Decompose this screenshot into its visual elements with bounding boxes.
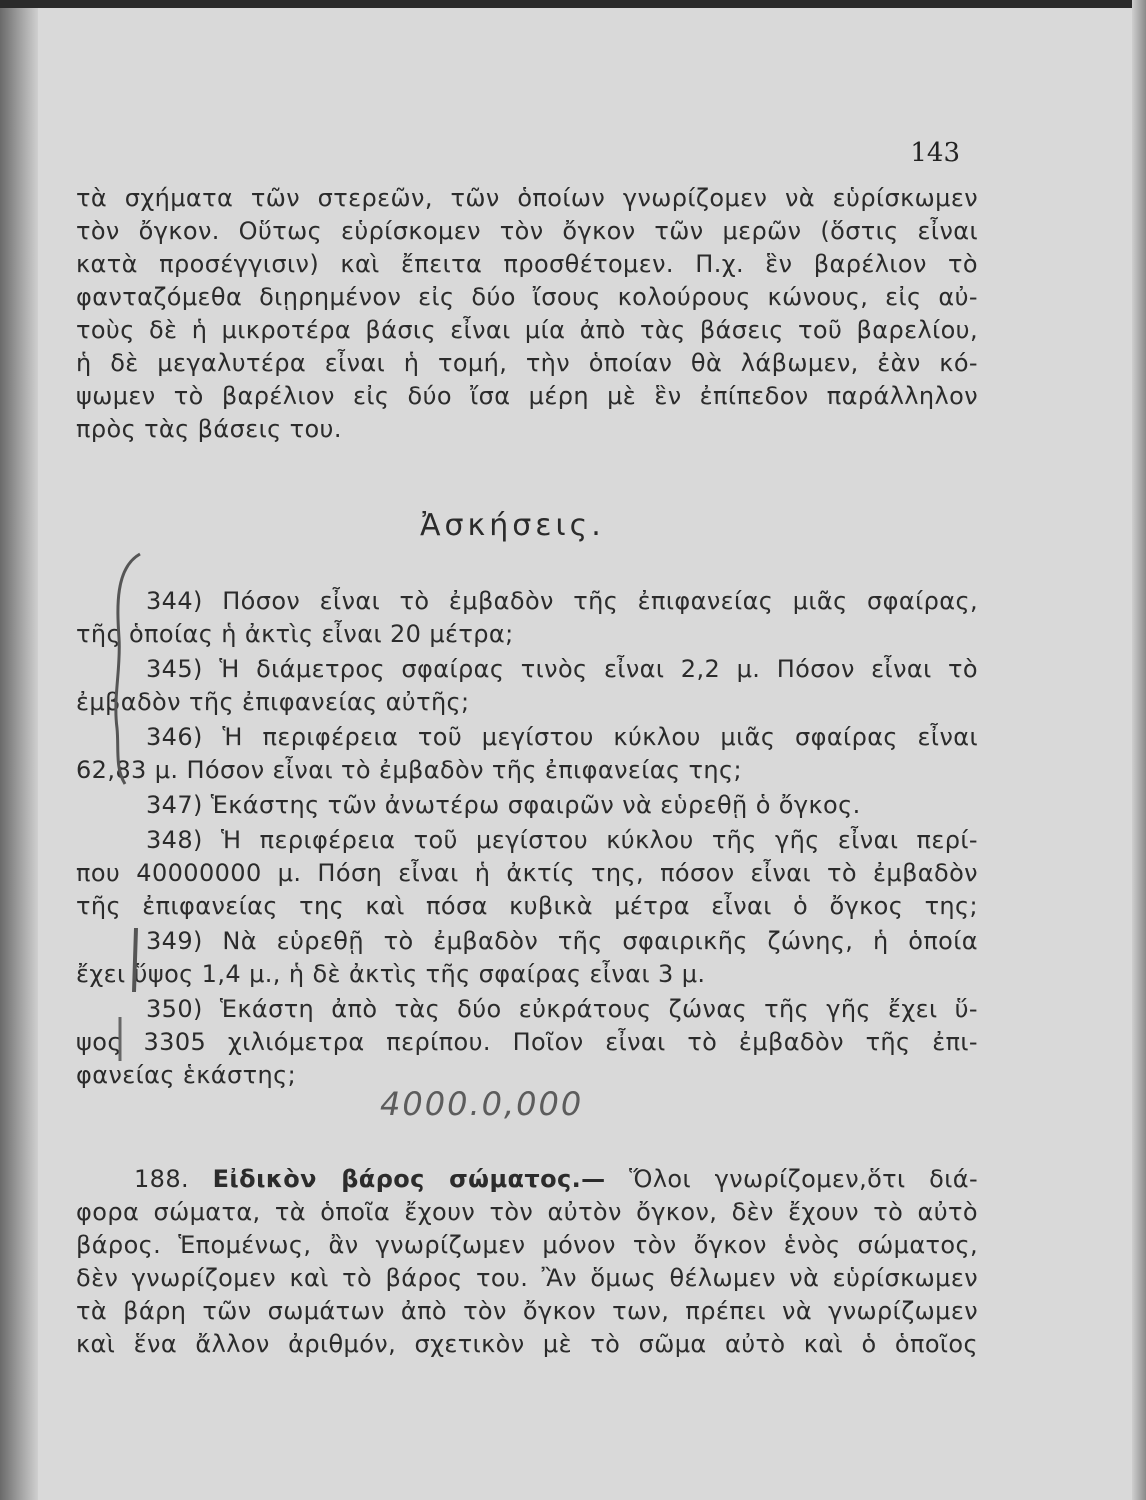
exercise-347 (76, 789, 978, 822)
book-spine (0, 0, 38, 1500)
exercise-345 (76, 653, 978, 719)
exercise-line: 346) Ἡ περιφέρεια τοῦ μεγίστου κύκλου μιᾶς σφαίρας εἶναι (146, 723, 978, 751)
section-number: 188. (134, 1165, 190, 1193)
handwritten-number: 4000.0,000 (380, 1085, 584, 1123)
section-title: Εἰδικὸν βάρος σώματος.— (212, 1165, 606, 1193)
text-line: ψωμεν τὸ βαρέλιον εἰς δύο ἴσα μέρη μὲ ἓν ἐπίπεδον παράλληλον (76, 382, 978, 410)
text-line: κατὰ προσέγγισιν) καὶ ἔπειτα προσθέτομεν. Π.χ. ἓν βαρέλιον τὸ (76, 250, 978, 278)
exercise-line: 349) Νὰ εὑρεθῇ τὸ ἐμβαδὸν τῆς σφαιρικῆς ζώνης, ἡ ὁποία (146, 927, 978, 955)
exercise-line: ἔχει ὕψος 1,4 μ., ἡ δὲ ἀκτὶς τῆς σφαίρας εἶναι 3 μ. (76, 960, 706, 988)
pencil-mark-icon (114, 1015, 126, 1065)
text-line: δὲν γνωρίζομεν καὶ τὸ βάρος του. Ἂν ὅμως θέλωμεν νὰ εὑρίσκωμεν (76, 1264, 978, 1292)
exercises-list (76, 585, 978, 1094)
text-line: πρὸς τὰς βάσεις του. (76, 415, 342, 443)
text-line: τὸν ὄγκον. Οὕτως εὑρίσκομεν τὸν ὄγκον τῶν μερῶν (ὅστις εἶναι (76, 217, 978, 245)
text-line: τοὺς δὲ ἡ μικροτέρα βάσις εἶναι μία ἀπὸ τὰς βάσεις τοῦ βαρελίου, (76, 316, 978, 344)
section-188 (76, 1163, 978, 1361)
exercise-line: φανείας ἑκάστης; (76, 1061, 297, 1089)
exercise-line: 347) Ἑκάστης τῶν ἀνωτέρω σφαιρῶν νὰ εὑρεθῇ ὁ ὄγκος. (146, 791, 861, 819)
exercise-346 (76, 721, 978, 787)
exercise-line: τῆς ὁποίας ἡ ἀκτὶς εἶναι 20 μέτρα; (76, 620, 514, 648)
exercise-line: 348) Ἡ περιφέρεια τοῦ μεγίστου κύκλου τῆς γῆς εἶναι περί- (146, 826, 978, 854)
text-line: βάρος. Ἑπομένως, ἂν γνωρίζωμεν μόνον τὸν ὄγκον ἑνὸς σώματος, (76, 1231, 978, 1259)
exercise-line: 350) Ἑκάστη ἀπὸ τὰς δύο εὐκράτους ζώνας τῆς γῆς ἔχει ὕ- (146, 995, 978, 1023)
text-line: ἡ δὲ μεγαλυτέρα εἶναι ἡ τομή, τὴν ὁποίαν θὰ λάβωμεν, ἐὰν κό- (76, 349, 978, 377)
exercise-line: ἐμβαδὸν τῆς ἐπιφανείας αὐτῆς; (76, 688, 470, 716)
exercise-350 (76, 993, 978, 1092)
exercise-line: τῆς ἐπιφανείας της καὶ πόσα κυβικὰ μέτρα εἶναι ὁ ὄγκος της; (76, 892, 978, 920)
text-line: τὰ βάρη τῶν σωμάτων ἀπὸ τὸν ὄγκον των, πρέπει νὰ γνωρίζωμεν (76, 1297, 978, 1325)
exercise-line: 345) Ἡ διάμετρος σφαίρας τινὸς εἶναι 2,2 μ. Πόσον εἶναι τὸ (146, 655, 978, 683)
pencil-mark-icon (128, 926, 142, 996)
exercises-heading: Ἀσκήσεις. (420, 508, 605, 543)
exercise-348 (76, 824, 978, 923)
text-line: τὰ σχήματα τῶν στερεῶν, τῶν ὁποίων γνωρίζομεν νὰ εὑρίσκωμεν (76, 184, 978, 212)
page-number: 143 (910, 138, 960, 168)
text-line: φορα σώματα, τὰ ὁποῖα ἔχουν τὸν αὐτὸν ὄγκον, δὲν ἔχουν τὸ αὐτὸ (76, 1198, 978, 1226)
text-line: καὶ ἕνα ἄλλον ἀριθμόν, σχετικὸν μὲ τὸ σῶμα αὐτὸ καὶ ὁ ὁποῖος (76, 1330, 978, 1358)
text-line: φανταζόμεθα διῃρημένον εἰς δύο ἴσους κολούρους κώνους, εἰς αὐ- (76, 283, 978, 311)
exercise-line: που 40000000 μ. Πόση εἶναι ἡ ἀκτίς της, πόσον εἶναι τὸ ἐμβαδὸν (76, 859, 978, 887)
intro-paragraph (76, 182, 978, 446)
exercise-line: 344) Πόσον εἶναι τὸ ἐμβαδὸν τῆς ἐπιφανείας μιᾶς σφαίρας, (146, 587, 978, 615)
exercise-line: 62,83 μ. Πόσον εἶναι τὸ ἐμβαδὸν τῆς ἐπιφανείας της; (76, 756, 742, 784)
section-first-line (76, 1163, 978, 1196)
top-shadow (0, 0, 1146, 8)
pencil-bracket-icon (95, 548, 155, 788)
exercise-344 (76, 585, 978, 651)
exercise-line: ψος 3305 χιλιόμετρα περίπου. Ποῖον εἶναι τὸ ἐμβαδὸν τῆς ἐπι- (76, 1028, 978, 1056)
exercise-349 (76, 925, 978, 991)
page-edge (1132, 0, 1146, 1500)
section-first-line-rest: Ὅλοι γνωρίζομεν,ὅτι διά- (629, 1165, 979, 1193)
